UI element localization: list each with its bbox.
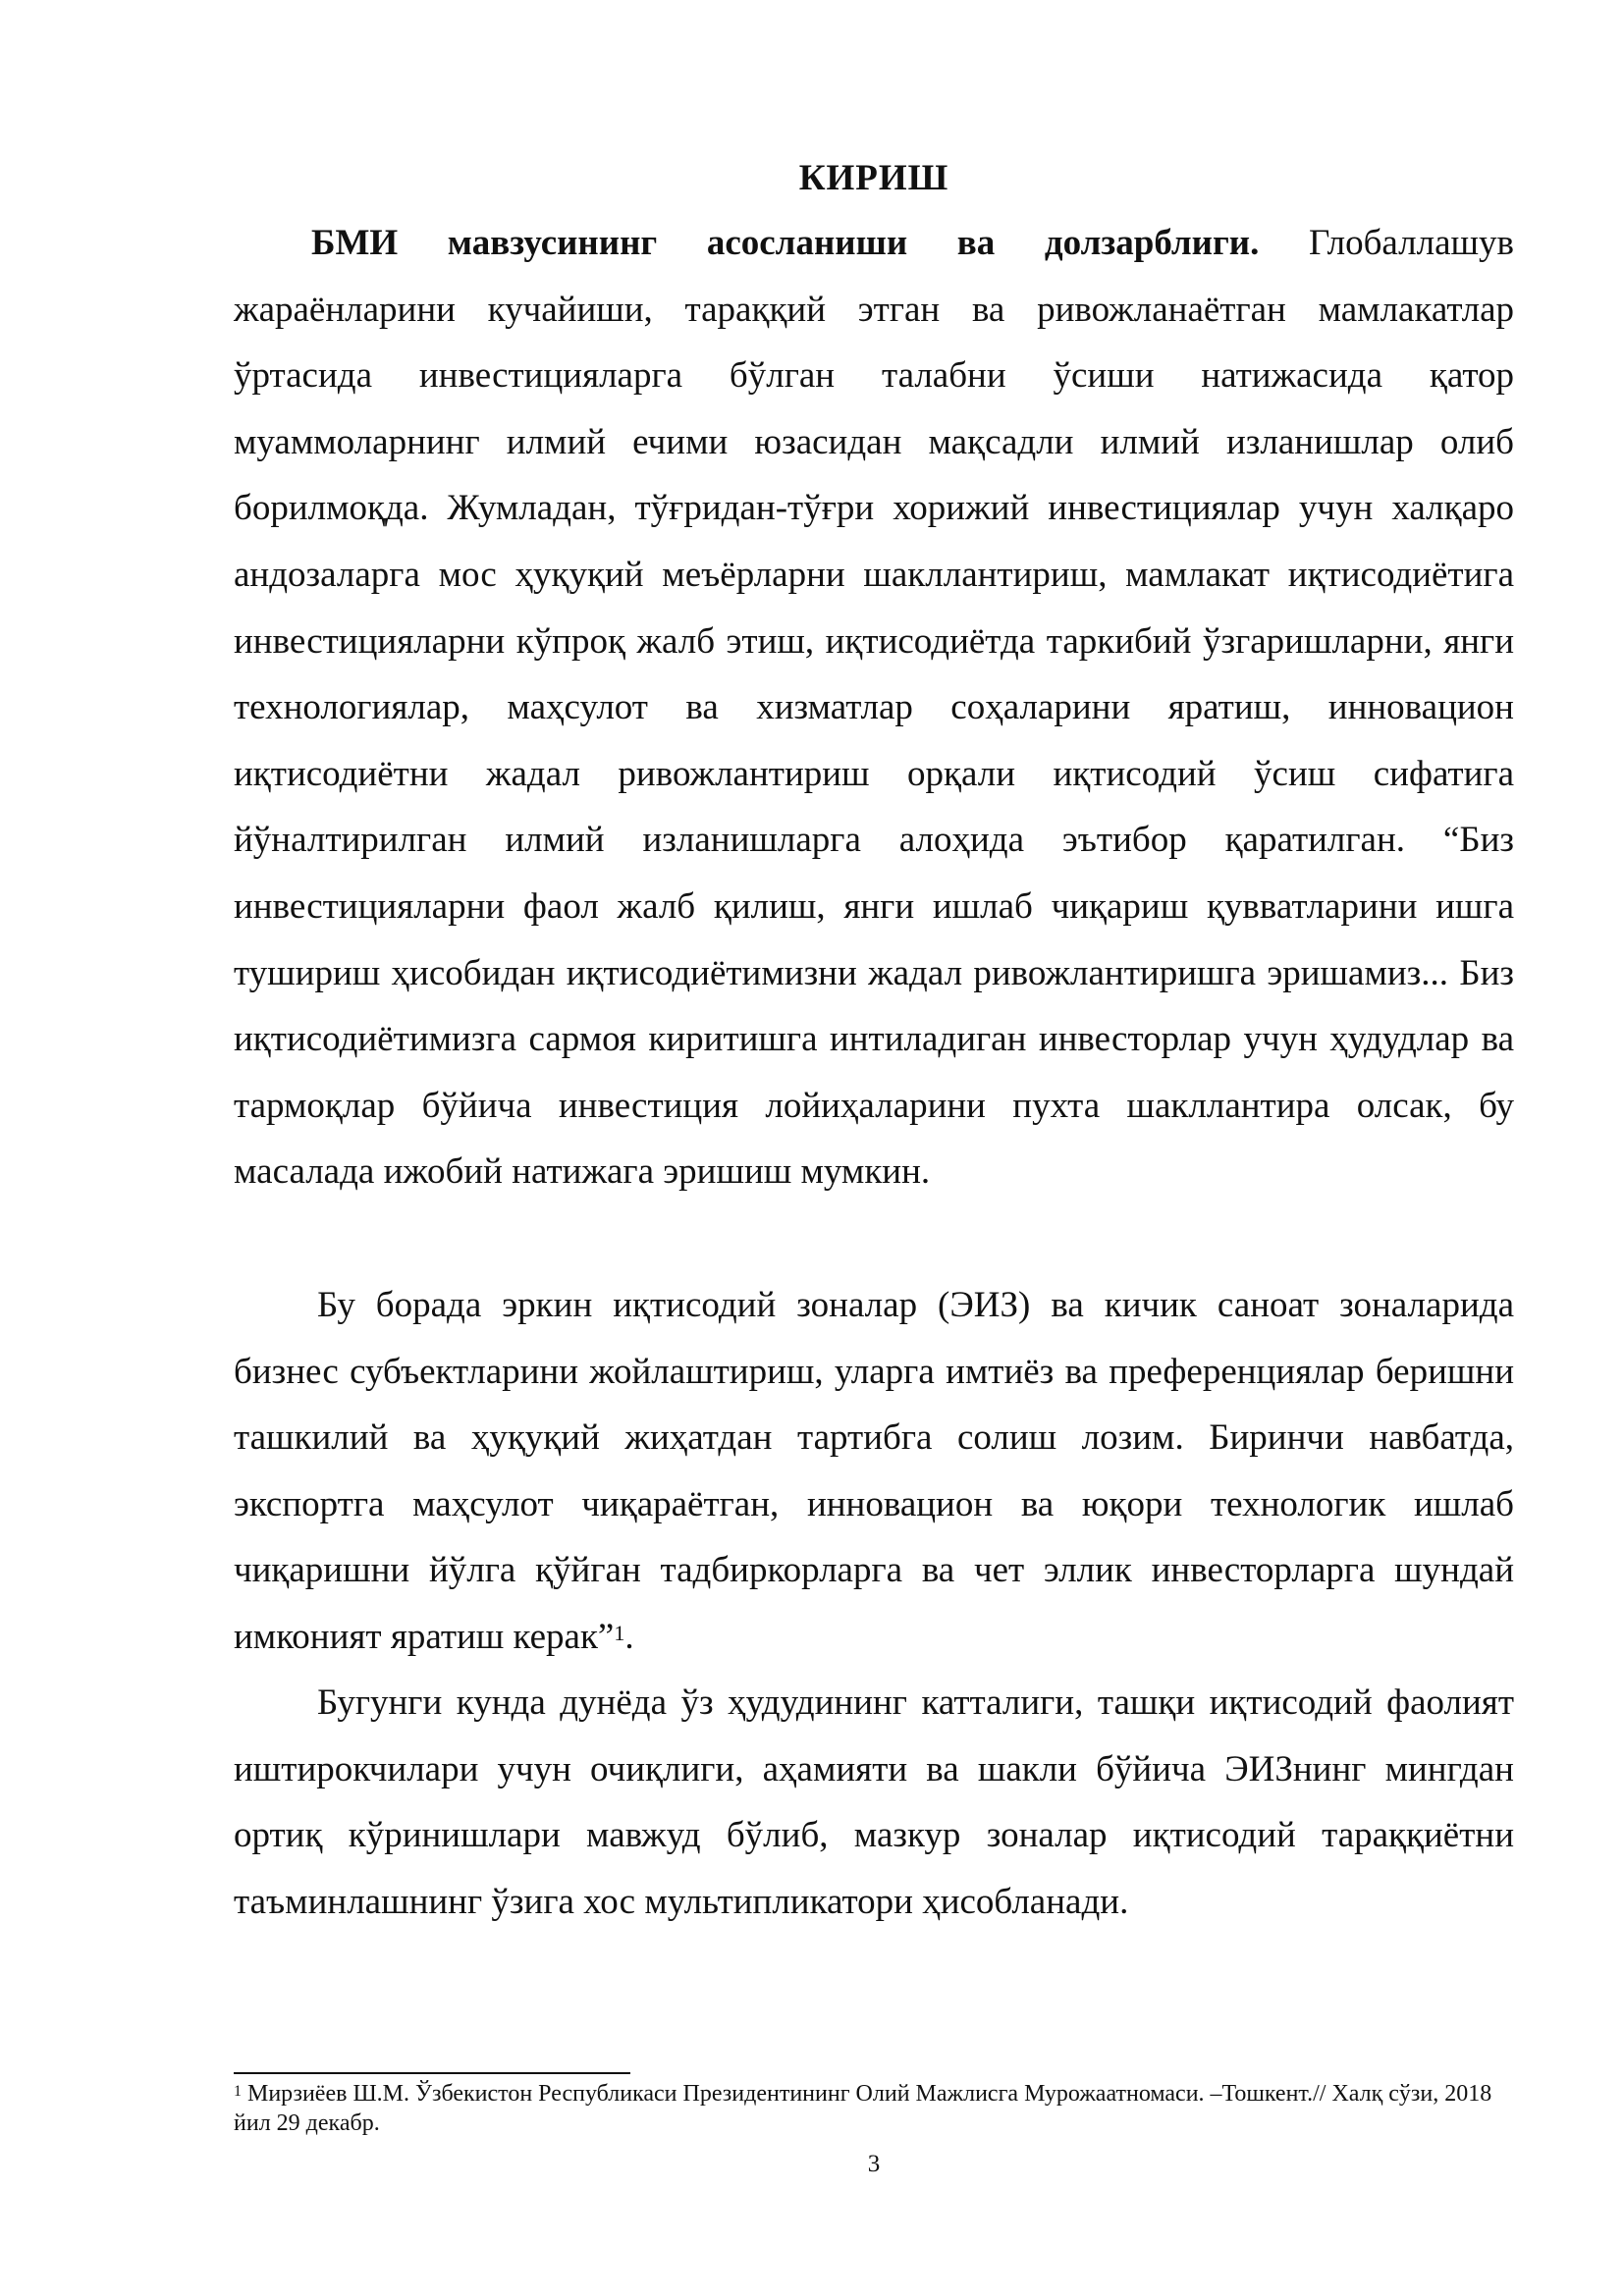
page-title: КИРИШ <box>798 158 949 198</box>
footnote <box>234 2079 1514 2138</box>
paragraph-world-zones <box>234 1670 1514 1935</box>
paragraph-relevance <box>234 210 1514 1205</box>
footnote-number: 1 <box>234 2083 242 2100</box>
paragraph-relevance-text: Глобаллашув жараёнларини кучайиши, тараққий этган ва ривожланаётган мамлакатлар ўртасида инвестицияларга бўлган талабни ўсиши натижасида қатор муаммоларнинг илмий ечими юзасидан мақсадли илмий изланишлар олиб борилмоқда. Жумладан, тўғридан-тўғри хорижий инвестициялар учун халқаро андозаларга мос ҳуқуқий меъёрларни шакллантириш, мамлакат иқтисодиётига инвестицияларни кўпроқ жалб этиш, иқтисодиётда таркибий ўзгаришларни, янги технологиялар, маҳсулот ва хизматлар соҳаларини яратиш, инновацион иқтисодиётни жадал ривожлантириш орқали иқтисодий ўсиш сифатига йўналтирилган илмий изланишларга алоҳида эътибор қаратилган. “Биз инвестицияларни фаол жалб қилиш, янги ишлаб чиқариш қувватларини ишга тушириш ҳисобидан иқтисодиётимизни жадал ривожлантиришга эришамиз... Биз иқтисодиётимизга сармоя киритишга интиладиган инвесторлар учун ҳудудлар ва тармоқлар бўйича инвестиция лойиҳаларини пухта шакллантира олсак, бу масалада ижобий натижага эришиш мумкин. <box>234 223 1514 1193</box>
paragraph-world-zones-text: Бугунги кунда дунёда ўз ҳудудининг катталиги, ташқи иқтисодий фаолият иштирокчилари учун очиқлиги, аҳамияти ва шакли бўйича ЭИЗнинг мингдан ортиқ кўринишлари мавжуд бўлиб, мазкур зоналар иқтисодий тараққиётни таъминлашнинг ўзига хос мультипликатори ҳисобланади. <box>234 1682 1514 1922</box>
footnote-text: Мирзиёев Ш.М. Ўзбекистон Республикаси Президентининг Олий Мажлисга Мурожаатномаси. –Тошкент.// Халқ сўзи, 2018 йил 29 декабр. <box>234 2081 1492 2136</box>
paragraph-free-zones-text: Бу борада эркин иқтисодий зоналар (ЭИЗ) ва кичик саноат зоналарида бизнес субъектларини жойлаштириш, уларга имтиёз ва преференциялар беришни ташкилий ва ҳуқуқий жиҳатдан тартибга солиш лозим. Биринчи навбатда, экспортга маҳсулот чиқараётган, инновацион ва юқори технологик ишлаб чиқаришни йўлга қўйган тадбиркорларга ва чет эллик инвесторларга шундай имконият яратиш керак” <box>234 1285 1514 1657</box>
footnote-divider <box>234 2072 630 2074</box>
footnote-reference[interactable]: 1 <box>614 1620 625 1645</box>
paragraph-free-zones <box>234 1272 1514 1671</box>
page-number: 3 <box>867 2151 881 2177</box>
paragraph-end-mark: . <box>624 1616 634 1657</box>
section-lead-bold: БМИ мавзусининг асосланиши ва долзарблиги. <box>311 223 1260 263</box>
